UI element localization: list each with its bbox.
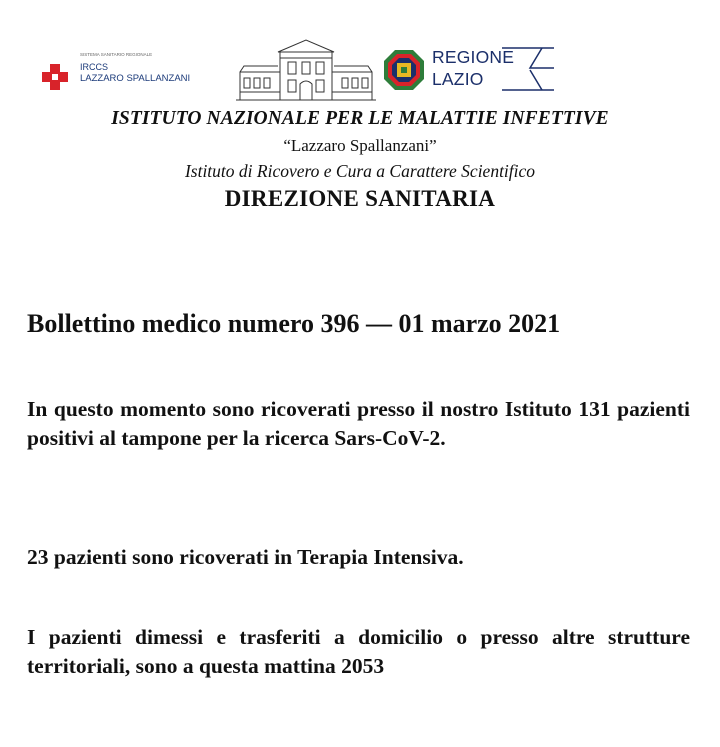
paragraph-intensive-care: 23 pazienti sono ricoverati in Terapia Intensiva. <box>27 545 464 569</box>
department-title: DIREZIONE SANITARIA <box>224 186 496 211</box>
lazio-text: LAZIO <box>432 69 484 89</box>
bulletin-title: Bollettino medico numero 396 — 01 marzo 2021 <box>27 309 561 338</box>
institute-name: “Lazzaro Spallanzani” <box>283 136 437 155</box>
logo-institute-name: LAZZARO SPALLANZANI <box>80 73 191 84</box>
spallanzani-logo <box>38 52 228 88</box>
red-cross-icon <box>40 62 70 92</box>
institute-title: ISTITUTO NAZIONALE PER LE MALATTIE INFETTIVE <box>111 108 609 129</box>
institute-subtitle: Istituto di Ricovero e Cura a Carattere Scientifico <box>184 161 536 181</box>
regione-emblem-icon <box>382 48 426 92</box>
logo-irccs-text: IRCCS <box>80 62 109 72</box>
building-icon <box>236 38 376 102</box>
paragraph-discharged: I pazienti dimessi e trasferiti a domicilio o presso altre strutture territoriali, sono a questa mattina 2053 <box>27 625 690 678</box>
regione-text: REGIONE <box>432 47 515 67</box>
paragraph-hospitalized: In questo momento sono ricoverati presso il nostro Istituto 131 pazienti positivi al tampone per la ricerca Sars-CoV-2. <box>27 397 690 450</box>
arrows-icon <box>502 46 558 92</box>
regione-lazio-logo <box>382 46 557 94</box>
logo-caption: SISTEMA SANITARIO REGIONALE <box>80 52 153 57</box>
